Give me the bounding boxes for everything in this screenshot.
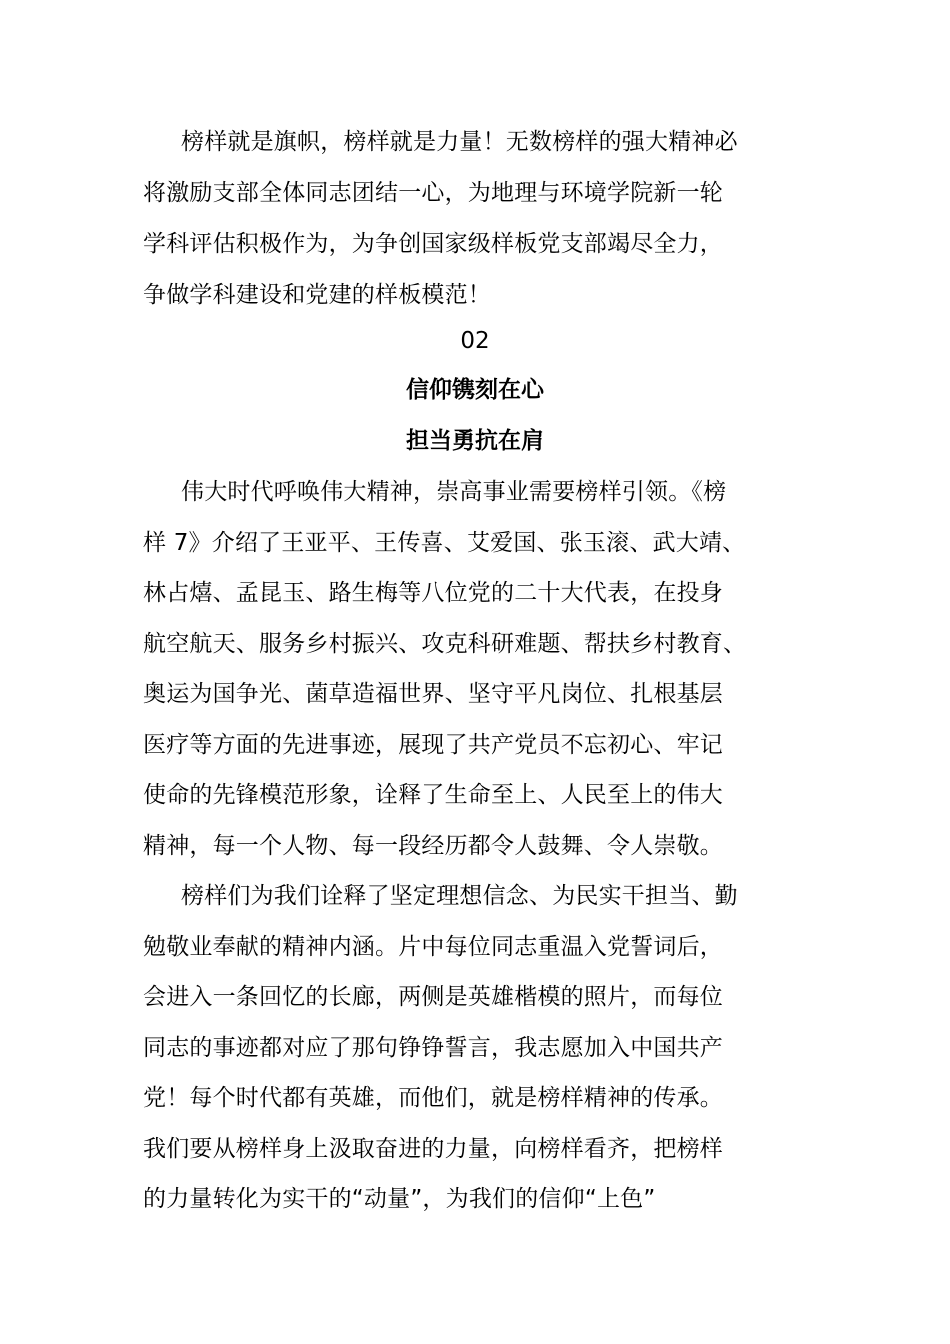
paragraph3-line-5: 党！每个时代都有英雄，而他们，就是榜样精神的传承。 [143, 1085, 723, 1111]
paragraph2-line-7: 使命的先锋模范形象，诠释了生命至上、人民至上的伟大 [143, 782, 723, 808]
paragraph3-line-6: 我们要从榜样身上汲取奋进的力量，向榜样看齐，把榜样 [143, 1136, 723, 1162]
paragraph3-line-4: 同志的事迹都对应了那句铮铮誓言，我志愿加入中国共产 [143, 1035, 723, 1061]
paragraph3-line-7: 的力量转化为实干的“动量”，为我们的信仰“上色” [143, 1186, 656, 1212]
paragraph2-line-4: 航空航天、服务乡村振兴、攻克科研难题、帮扶乡村教育、 [143, 631, 747, 657]
paragraph1-line-2: 将激励支部全体同志团结一心，为地理与环境学院新一轮 [143, 180, 723, 206]
section-number: 02 [460, 328, 490, 354]
paragraph3-line-3: 会进入一条回忆的长廊，两侧是英雄楷模的照片，而每位 [143, 984, 723, 1010]
paragraph2-line-5: 奥运为国争光、菌草造福世界、坚守平凡岗位、扎根基层 [143, 681, 723, 707]
paragraph1-line-3: 学科评估积极作为，为争创国家级样板党支部竭尽全力， [143, 231, 723, 257]
paragraph2-line-1: 伟大时代呼唤伟大精神，崇高事业需要榜样引领。《榜 [181, 479, 727, 505]
section-title-line-1: 信仰镌刻在心 [406, 377, 544, 403]
paragraph2-line-2: 样 7》介绍了王亚平、王传喜、艾爱国、张玉滚、武大靖、 [143, 530, 746, 556]
paragraph1-line-4: 争做学科建设和党建的样板模范！ [143, 282, 491, 308]
paragraph3-line-1: 榜样们为我们诠释了坚定理想信念、为民实干担当、勤 [181, 883, 738, 909]
section-title-line-2: 担当勇抗在肩 [406, 428, 544, 454]
paragraph1-line-1: 榜样就是旗帜，榜样就是力量！无数榜样的强大精神必 [181, 129, 738, 155]
paragraph2-line-6: 医疗等方面的先进事迹，展现了共产党员不忘初心、牢记 [143, 732, 723, 758]
paragraph3-line-2: 勉敬业奉献的精神内涵。片中每位同志重温入党誓词后， [143, 934, 723, 960]
paragraph2-line-3: 林占熺、孟昆玉、路生梅等八位党的二十大代表，在投身 [143, 580, 723, 606]
paragraph2-line-8: 精神，每一个人物、每一段经历都令人鼓舞、令人崇敬。 [143, 833, 723, 859]
